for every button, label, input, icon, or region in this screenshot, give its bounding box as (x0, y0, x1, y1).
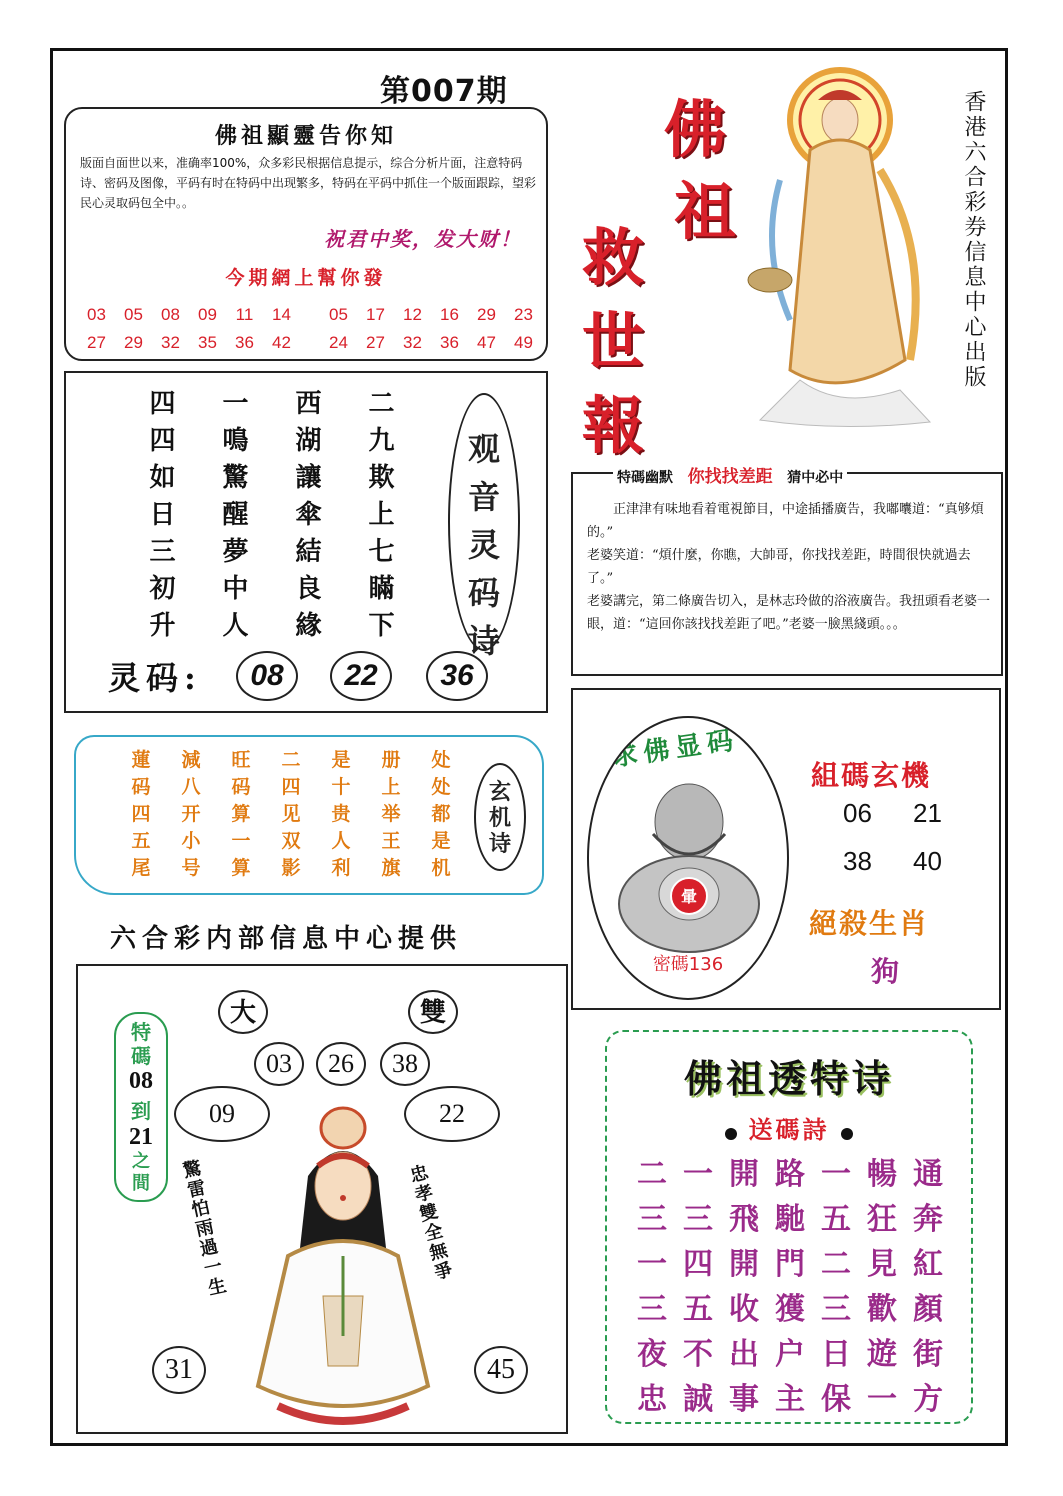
kill-zodiac-title: 絕殺生肖 (809, 907, 930, 940)
lingma-number: 36 (426, 651, 488, 701)
xuanji-char: 是 (431, 830, 451, 852)
special-poem-char: 遊 (867, 1337, 897, 1372)
title-char-jiu: 救 (582, 221, 645, 294)
special-poem-char: 五 (683, 1292, 713, 1327)
special-poem-char: 街 (913, 1337, 943, 1372)
poem-char: 如 (149, 463, 176, 493)
joke-text: 正津津有味地看着電視節目，中途插播廣告，我嘟囔道：“真够煩的。” 老婆笑道：“煩什麼，你瞧，大帥哥，你找找差距，時間很快就過去了。” 老婆講完，第二條廣告切入，是林志玲做的浴液廣告。我扭頭看老婆一眼，道：“這回你該找找差距了吧。”老婆一臉黑綫頭。。。 (587, 502, 991, 632)
lucky-number: 16 (440, 305, 459, 324)
xuanji-char: 见 (281, 803, 301, 825)
poem-char: 醒 (222, 500, 249, 530)
special-poem-char: 見 (867, 1247, 897, 1282)
special-poem-char: 路 (775, 1157, 805, 1192)
xuanji-char: 算 (231, 857, 251, 879)
special-poem-char: 忠 (637, 1382, 667, 1417)
joke-header-right: 猜中必中 (787, 470, 844, 486)
bottom-right-number: 45 (474, 1346, 528, 1394)
special-poem-char: 事 (729, 1382, 759, 1417)
lucky-number: 35 (198, 333, 217, 352)
guanyin-poem-oval (448, 393, 520, 660)
xuanji-char: 旗 (381, 857, 401, 879)
xuanji-oval (474, 763, 526, 871)
left-number-grid (78, 301, 308, 357)
bullet-icon (841, 1128, 853, 1140)
lucky-number: 27 (366, 333, 385, 352)
lucky-number: 49 (514, 333, 533, 352)
xuanji-char: 利 (331, 857, 351, 879)
special-poem-subtitle: 送碼詩 (748, 1115, 830, 1144)
poem-char: 日 (149, 500, 176, 530)
special-poem-char: 一 (867, 1382, 897, 1417)
title-char-shi: 世 (582, 305, 645, 378)
lucky-number: 17 (366, 305, 385, 324)
combo-number: 38 (843, 846, 872, 876)
xuanji-char: 一 (231, 830, 251, 852)
title-char-fo: 佛 (664, 93, 727, 166)
xuanji-char: 册 (381, 749, 401, 771)
special-poem-char: 誠 (683, 1382, 713, 1417)
lingma-label: 灵码: (108, 659, 202, 697)
special-poem-char: 顏 (913, 1292, 943, 1327)
xuanji-poem-scroll (74, 735, 544, 895)
notice-box (64, 107, 548, 361)
top-number-circle: 26 (316, 1042, 366, 1086)
special-poem-char: 一 (821, 1157, 851, 1192)
blessing-text: 祝君中奖，发大财！ (324, 227, 522, 251)
special-poem-char: 奔 (913, 1202, 943, 1237)
special-poem-char: 三 (637, 1202, 667, 1237)
top-number-circle: 38 (380, 1042, 430, 1086)
poem-char: 上 (368, 500, 395, 530)
poem-char: 湖 (295, 426, 322, 456)
lucky-number: 23 (514, 305, 533, 324)
special-poem-char: 開 (729, 1247, 759, 1282)
lucky-number: 03 (87, 305, 106, 324)
poem-char: 瞞 (368, 574, 395, 604)
special-poem-char: 方 (913, 1382, 943, 1417)
xuanji-char: 王 (381, 830, 401, 852)
special-poem-char: 不 (683, 1337, 713, 1372)
left-vertical-verse: 驚雷怕雨過一生 (178, 1157, 229, 1300)
shuang-circle: 雙 (408, 990, 458, 1034)
special-poem-char: 飛 (729, 1202, 759, 1237)
lucky-number: 08 (161, 305, 180, 324)
left-oval-number: 09 (174, 1086, 270, 1142)
standing-guanyin-image (740, 60, 950, 432)
special-poem-char: 四 (683, 1247, 713, 1282)
guanyin-poem-title: 观 音 灵 码 诗 (467, 430, 500, 660)
buddha-box (571, 688, 1001, 1010)
poem-char: 驚 (222, 463, 249, 493)
notice-text: 版面自面世以来，准确率100%，众多彩民根据信息提示，综合分析片面，注意特码诗、密码及图像，平码有时在特码中出现繁多，特码在平码中抓住一个版面跟踪，望彩民心灵取码包全中。。 (80, 156, 537, 210)
lucky-number: 05 (329, 305, 348, 324)
special-range-badge (114, 1012, 168, 1202)
mima-text: 密碼136 (652, 954, 724, 975)
buddha-badge: 暈 (680, 887, 697, 906)
poem-char: 初 (149, 574, 176, 604)
joke-header (613, 462, 847, 487)
combo-number: 21 (913, 798, 942, 828)
seated-guanyin-image (228, 1106, 458, 1426)
poem-grid (126, 387, 418, 644)
special-between: 之間 (132, 1151, 150, 1194)
lucky-number: 42 (272, 333, 291, 352)
xuanji-char: 处 (431, 749, 451, 771)
kill-zodiac-animal: 狗 (871, 955, 900, 988)
guanyin-poem-box (64, 371, 548, 713)
combo-number: 40 (913, 846, 942, 876)
lucky-number: 14 (272, 305, 291, 324)
special-poem-char: 獲 (775, 1292, 805, 1327)
poem-char: 二 (368, 389, 395, 419)
provider-text: 六合彩内部信息中心提供 (110, 924, 463, 954)
xuanji-title: 玄 机 诗 (488, 779, 511, 857)
notice-title: 佛祖顯靈告你知 (214, 123, 397, 149)
special-poem-char: 保 (821, 1382, 851, 1417)
special-poem-char: 開 (729, 1157, 759, 1192)
da-circle: 大 (218, 990, 268, 1034)
special-poem-char: 收 (729, 1292, 759, 1327)
right-vertical-verse: 忠孝雙全無爭 (405, 1162, 455, 1284)
poem-char: 四 (149, 426, 176, 456)
combo-number: 06 (843, 798, 872, 828)
special-poem-char: 紅 (913, 1247, 943, 1282)
xuanji-char: 贵 (331, 803, 351, 825)
special-poem-char: 通 (913, 1157, 943, 1192)
poem-char: 夢 (222, 537, 249, 567)
special-poem-char: 户 (775, 1337, 805, 1372)
joke-box (571, 467, 1003, 676)
xuanji-char: 五 (131, 830, 151, 852)
right-number-grid (320, 301, 550, 357)
lucky-number: 09 (198, 305, 217, 324)
poem-char: 緣 (295, 611, 322, 641)
special-poem-char: 狂 (867, 1202, 897, 1237)
special-poem-title: 佛祖透特诗 (683, 1056, 894, 1101)
poem-char: 升 (149, 611, 176, 641)
special-poem-char: 歡 (867, 1292, 897, 1327)
special-poem-char: 五 (821, 1202, 851, 1237)
special-poem-char: 馳 (775, 1202, 805, 1237)
lingma-number: 08 (236, 651, 298, 701)
xuanji-char: 开 (181, 803, 201, 825)
xuanji-char: 号 (181, 857, 201, 879)
poem-char: 一 (222, 389, 249, 419)
xuanji-char: 減 (181, 749, 201, 771)
top-number-circle: 03 (254, 1042, 304, 1086)
xuanji-char: 人 (331, 830, 351, 852)
special-poem-char: 三 (683, 1202, 713, 1237)
xuanji-char: 旺 (231, 749, 251, 771)
poem-char: 讓 (295, 463, 322, 493)
xuanji-char: 举 (381, 803, 401, 825)
poem-char: 良 (295, 574, 322, 604)
lucky-number: 29 (477, 305, 496, 324)
special-from: 08 (129, 1068, 153, 1094)
special-poem-char: 一 (683, 1157, 713, 1192)
xuanji-char: 双 (281, 830, 301, 852)
xuanji-char: 四 (131, 803, 151, 825)
poem-char: 下 (368, 611, 395, 641)
xuanji-char: 尾 (131, 857, 151, 879)
poem-char: 九 (368, 426, 395, 456)
bottom-left-number: 31 (152, 1346, 206, 1394)
special-label: 特碼 (131, 1020, 151, 1068)
publisher-text: 香港六合彩券信息中心出版 (961, 90, 986, 390)
lucky-number: 11 (235, 305, 254, 324)
special-poem-char: 二 (637, 1157, 667, 1192)
poem-char: 西 (295, 389, 322, 419)
notice-subtitle: 今期網上幫你發 (225, 267, 387, 289)
joke-header-left: 特碼幽默 (617, 470, 673, 486)
xuanji-char: 四 (281, 776, 301, 798)
special-poem-char: 一 (637, 1247, 667, 1282)
guanyin-image-box (76, 964, 568, 1434)
lucky-number: 29 (124, 333, 143, 352)
lucky-number: 36 (440, 333, 459, 352)
xuanji-char: 影 (281, 857, 301, 879)
poem-char: 結 (295, 537, 322, 567)
issue-number: 第007期 (380, 74, 508, 109)
poem-char: 四 (149, 389, 176, 419)
poem-char: 傘 (295, 500, 322, 530)
special-poem-grid (629, 1152, 951, 1422)
xuanji-char: 小 (181, 830, 201, 852)
special-to-label: 到 (131, 1099, 151, 1123)
xuanji-char: 是 (331, 749, 351, 771)
lucky-number: 32 (161, 333, 180, 352)
xuanji-char: 处 (431, 776, 451, 798)
xuanji-char: 二 (281, 749, 301, 771)
lucky-number: 24 (329, 333, 348, 352)
xuanji-char: 上 (381, 776, 401, 798)
poem-char: 人 (222, 611, 249, 641)
xuanji-char: 八 (181, 776, 201, 798)
xuanji-char: 十 (331, 776, 351, 798)
special-to: 21 (129, 1124, 153, 1150)
special-poem-char: 暢 (867, 1157, 897, 1192)
lucky-number: 27 (87, 333, 106, 352)
special-poem-char: 門 (775, 1247, 805, 1282)
xuanji-char: 算 (231, 803, 251, 825)
poem-char: 七 (368, 537, 395, 567)
buddha-oval (587, 716, 789, 1000)
special-poem-box (605, 1030, 973, 1424)
special-poem-char: 日 (821, 1337, 851, 1372)
combo-title: 組碼玄機 (811, 759, 932, 792)
laughing-buddha-image (603, 774, 773, 954)
special-poem-char: 出 (729, 1337, 759, 1372)
lucky-number: 36 (235, 333, 254, 352)
xuanji-grid (116, 747, 466, 882)
bullet-icon (725, 1128, 737, 1140)
joke-header-title: 你找找差距 (687, 467, 773, 487)
xuanji-char: 码 (231, 776, 251, 798)
special-poem-char: 夜 (637, 1337, 667, 1372)
lucky-number: 12 (403, 305, 422, 324)
title-char-bao: 報 (582, 389, 645, 462)
xuanji-char: 机 (431, 857, 451, 879)
poem-char: 中 (222, 574, 249, 604)
lucky-number: 32 (403, 333, 422, 352)
poem-char: 鳴 (222, 426, 249, 456)
poem-char: 三 (149, 537, 176, 567)
right-oval-number: 22 (404, 1086, 500, 1142)
special-poem-char: 三 (637, 1292, 667, 1327)
title-char-zu: 祖 (674, 175, 737, 248)
special-poem-subtitle-row (607, 1110, 971, 1145)
buddha-oval-title: 求佛显码 (609, 725, 741, 773)
special-poem-char: 二 (821, 1247, 851, 1282)
xuanji-char: 码 (131, 776, 151, 798)
poem-char: 欺 (368, 463, 395, 493)
xuanji-char: 蓮 (131, 749, 151, 771)
lucky-number: 47 (477, 333, 496, 352)
xuanji-char: 都 (431, 803, 451, 825)
special-poem-char: 主 (775, 1382, 805, 1417)
lucky-number: 05 (124, 305, 143, 324)
lingma-number: 22 (330, 651, 392, 701)
special-poem-char: 三 (821, 1292, 851, 1327)
